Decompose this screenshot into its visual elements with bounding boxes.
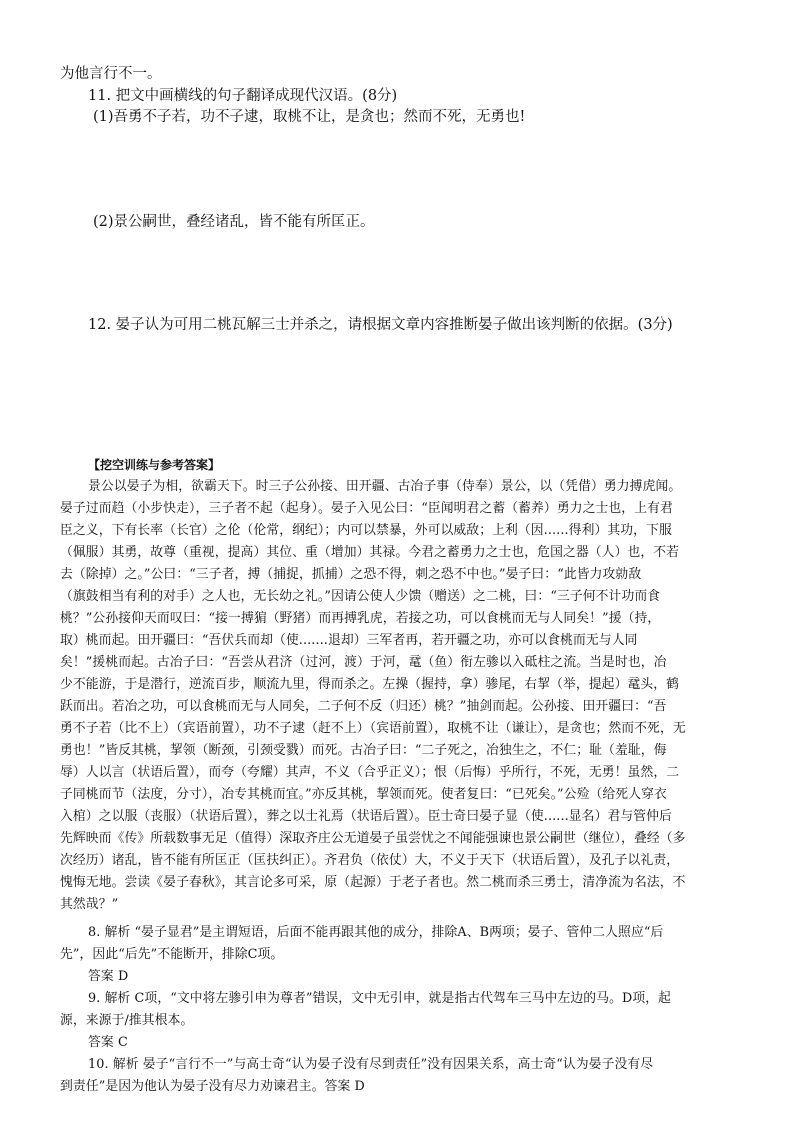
passage-line: 勇也！”皆反其桃，挈领（断颈，引颈受戮）而死。古冶子曰：“二子死之，冶独生之，不仁；耻（羞耻，侮: [60, 743, 667, 758]
q11-sub1: (1)吾勇不子若，功不子逮，取桃不让，是贪也；然而不死，无勇也!: [93, 109, 526, 125]
answer-header: 【挖空训练与参考答案】: [88, 458, 221, 472]
passage-line: 少不能游，于是潜行，逆流百步，顺流九里，得而杀之。左操（握持，拿）骖尾，右挈（举，提起）鼋头，鹤: [60, 677, 680, 692]
answer-8-analysis: 8. 解析 “晏子显君”是主谓短语，后面不能再跟其他的成分，排除A、B两项；晏子、管仲二人照应“后: [88, 925, 664, 940]
passage-line: 次经历）诸乱，皆不能有所匡正（匡扶纠正）。齐君负（依仗）大，不义于天下（状语后置），及孔子以礼责，: [60, 853, 680, 868]
answer-8-key: 答案 D: [88, 969, 129, 984]
passage-line: 桃？”公孙接仰天而叹曰：“接一搏猏（野猪）而再搏乳虎，若接之功，可以食桃而无与人同矣！”援（持，: [60, 611, 661, 626]
answer-9-analysis-cont: 源，来源于/推其根本。: [60, 1013, 194, 1028]
passage-line: 辱）人以言（状语后置），而夸（夸耀）其声，不义（合乎正义）；恨（后悔）乎所行，不死，无勇！虽然，二: [60, 765, 680, 780]
passage-line: 先辉映而《传》所载数事无足（值得）深取齐庄公无道晏子虽尝忧之不闻能强谏也景公嗣世（继位），叠经（多: [60, 831, 686, 846]
passage-line: 愧悔无地。尝读《晏子春秋》，其言论多可采，原（起源）于老子者也。然二桃而杀三勇士，清净流为名法，不: [60, 875, 686, 890]
passage-line: 勇不子若（比不上）（宾语前置），功不子逮（赶不上）（宾语前置），取桃不让（谦让），是贪也；然而不死，无: [60, 721, 686, 736]
passage-line: 矣！”援桃而起。古冶子曰：“吾尝从君济（过河，渡）于河，鼋（鱼）衔左骖以入砥柱之流。当是时也，冶: [60, 655, 667, 670]
answer-9-analysis: 9. 解析 C项，“文中将左骖引申为尊者”错误，文中无引申，就是指古代驾车三马中左边的马。D项，起: [88, 991, 672, 1006]
answer-10-analysis-cont: 到责任”是因为他认为晏子没有尽力劝谏君主。答案 D: [60, 1079, 365, 1094]
q11-title: 11. 把文中画横线的句子翻译成现代汉语。(8分): [88, 88, 398, 104]
q11-sub2: (2)景公嗣世，叠经诸乱，皆不能有所匡正。: [93, 214, 375, 230]
passage-line: 臣之义，下有长率（长官）之伦（伦常，纲纪）；内可以禁暴，外可以威敌；上利（因......得利）其功，下服: [60, 523, 672, 538]
passage-line: （旗鼓相当有利的对手）之人也，无长幼之礼。”因请公使人少馈（赠送）之二桃，曰：“三子何不计功而食: [60, 589, 661, 604]
top-line: 为他言行不一。: [60, 66, 162, 82]
passage-line: 晏子过而趋（小步快走），三子者不起（起身）。晏子入见公曰：“臣闻明君之蓄（蓄养）勇力之士也，上有君: [60, 501, 673, 516]
q12-title: 12. 晏子认为可用二桃瓦解三士并杀之，请根据文章内容推断晏子做出该判断的依据。(3分): [88, 317, 673, 333]
answer-10-analysis: 10. 解析 晏子“言行不一”与高士奇“认为晏子没有尽到责任”没有因果关系，高士奇“认为晏子没有尽: [88, 1057, 654, 1072]
passage-line: 景公以晏子为相，欲霸天下。时三子公孙接、田开疆、古冶子事（侍奉）景公，以（凭借）勇力搏虎闻。: [88, 479, 682, 494]
passage-line: （佩服）其勇，故尊（重视，提高）其位、重（增加）其禄。今君之蓄勇力之士也，危国之器（人）也，不若: [60, 545, 680, 560]
answer-9-key: 答案 C: [88, 1035, 128, 1050]
passage-line: 取）桃而起。田开疆曰：“吾伏兵而却（使.......退却）三军者再，若开疆之功，亦可以食桃而无与人同: [60, 633, 638, 648]
answer-8-analysis-cont: 先”，因此“后先”不能断开，排除C项。: [60, 947, 284, 962]
passage-line: 其然哉？”: [60, 897, 119, 912]
passage-line: 子同桃而节（法度，分寸），冶专其桃而宜。”亦反其桃，挈领而死。使者复曰：“已死矣。”公殓（给死人穿衣: [60, 787, 667, 802]
passage-line: 跃而出。若冶之功，可以食桃而无与人同矣，二子何不反（归还）桃？”抽剑而起。公孙接、田开疆曰：“吾: [60, 699, 667, 714]
passage-line: 入棺）之以服（丧服）（状语后置），葬之以士礼焉（状语后置）。臣士奇曰晏子显（使......显名）君与管仲后: [60, 809, 672, 824]
passage-line: 去（除掉）之。”公曰：“三子者，搏（捕捉，抓捕）之恐不得，刺之恐不中也。”晏子曰：“此皆力攻勍敌: [60, 567, 642, 582]
